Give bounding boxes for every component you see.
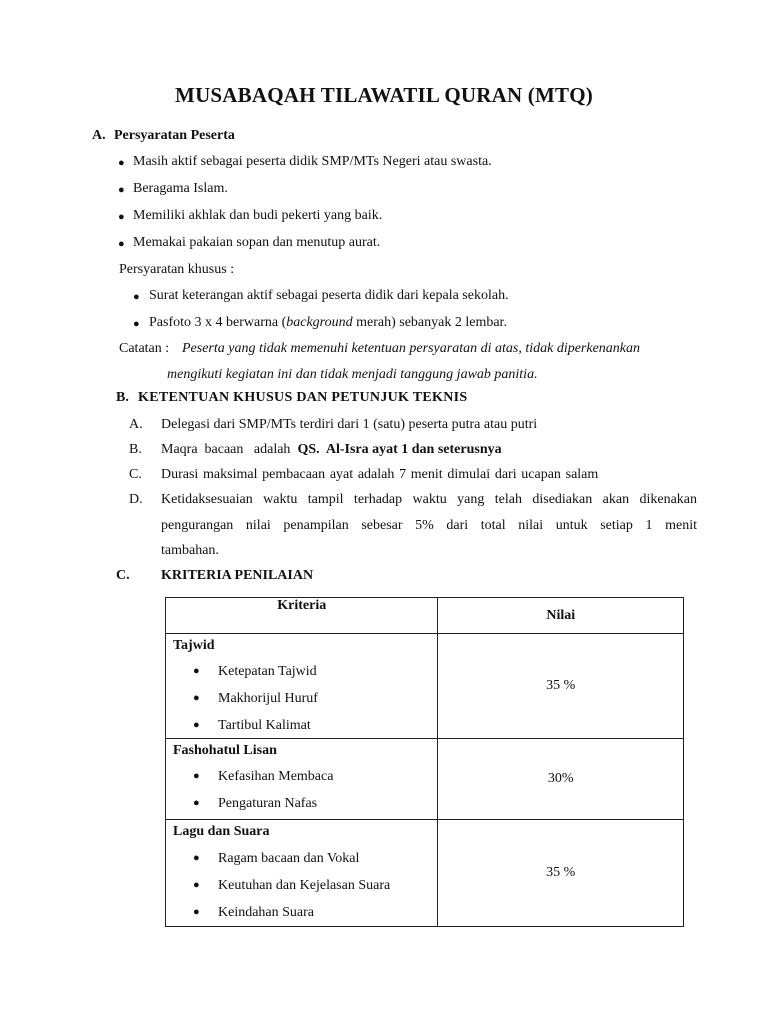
bullet-icon: ●: [118, 211, 125, 223]
list-item-line: pengurangan nilai penampilan sebesar 5% dari total nilai untuk setiap 1 menit: [161, 518, 697, 533]
photo-req-post: merah) sebanyak 2 lembar.: [352, 315, 507, 330]
criteria-item: Keindahan Suara: [218, 905, 315, 920]
bullet-icon: ●: [133, 291, 140, 303]
section-a-label: A.: [92, 128, 106, 143]
bullet-icon: ●: [193, 852, 200, 864]
special-requirement-item: Surat keterangan aktif sebagai peserta didik dari kepala sekolah.: [149, 288, 509, 303]
requirement-item: Memakai pakaian sopan dan menutup aurat.: [133, 235, 381, 250]
section-b-label: B.: [116, 390, 129, 405]
table-row: [166, 739, 684, 820]
criteria-item: Keutuhan dan Kejelasan Suara: [218, 878, 391, 893]
section-b-heading: KETENTUAN KHUSUS DAN PETUNJUK TEKNIS: [138, 390, 468, 405]
criteria-cell: [166, 634, 437, 738]
bullet-icon: ●: [193, 692, 200, 704]
photo-req-pre: Pasfoto 3 x 4 berwarna (: [149, 315, 287, 330]
requirement-item: Masih aktif sebagai peserta didik SMP/MTs Negeri atau swasta.: [133, 154, 492, 169]
bullet-icon: ●: [193, 719, 200, 731]
bullet-icon: ●: [193, 770, 200, 782]
criteria-item: Pengaturan Nafas: [218, 796, 318, 811]
criteria-cell: [166, 739, 437, 819]
list-letter: B.: [129, 442, 142, 457]
page-title: MUSABAQAH TILAWATIL QURAN (MTQ): [175, 83, 593, 107]
list-letter: A.: [129, 417, 143, 432]
requirement-item: Beragama Islam.: [133, 181, 228, 196]
criteria-value: 35 %: [438, 820, 684, 927]
bullet-icon: ●: [193, 906, 200, 918]
bullet-icon: ●: [118, 157, 125, 169]
bullet-icon: ●: [118, 184, 125, 196]
criteria-item: Tartibul Kalimat: [218, 718, 311, 733]
criteria-value: 35 %: [438, 634, 684, 739]
criteria-category: Fashohatul Lisan: [173, 743, 277, 758]
photo-req-italic: background: [286, 315, 353, 330]
list-letter: C.: [129, 467, 142, 482]
criteria-item: Kefasihan Membaca: [218, 769, 334, 784]
criteria-cell: [166, 820, 437, 926]
list-item: Durasi maksimal pembacaan ayat adalah 7 menit dimulai dari ucapan salam: [161, 467, 599, 482]
special-requirement-item: [149, 314, 507, 332]
section-a-heading: Persyaratan Peserta: [114, 128, 235, 143]
criteria-value: 30%: [438, 739, 684, 820]
criteria-item: Ketepatan Tajwid: [218, 664, 317, 679]
maqra-bold: QS. Al-Isra ayat 1 dan seterusnya: [297, 442, 502, 457]
bullet-icon: ●: [118, 238, 125, 250]
table-row: [166, 820, 684, 927]
criteria-item: Makhorijul Huruf: [218, 691, 318, 706]
criteria-category: Lagu dan Suara: [173, 824, 270, 839]
note-label: Catatan :: [119, 341, 170, 356]
section-c-label: C.: [116, 568, 130, 583]
bullet-icon: ●: [193, 797, 200, 809]
list-item: [161, 441, 502, 459]
bullet-icon: ●: [193, 879, 200, 891]
list-item-line: tambahan.: [161, 543, 219, 558]
bullet-icon: ●: [133, 318, 140, 330]
special-requirements-label: Persyaratan khusus :: [119, 262, 235, 277]
list-letter: D.: [129, 492, 143, 507]
header-kriteria: Kriteria: [166, 598, 438, 634]
header-nilai: Nilai: [438, 598, 684, 634]
note-text-line1: Peserta yang tidak memenuhi ketentuan persyaratan di atas, tidak diperkenankan: [182, 341, 641, 356]
criteria-table: [165, 597, 684, 927]
criteria-item: Ragam bacaan dan Vokal: [218, 851, 360, 866]
table-row: [166, 634, 684, 739]
table-header-row: [166, 598, 684, 634]
list-item-line: Ketidaksesuaian waktu tampil terhadap waktu yang telah disediakan akan dikenakan: [161, 492, 697, 507]
list-item: Delegasi dari SMP/MTs terdiri dari 1 (satu) peserta putra atau putri: [161, 417, 538, 432]
requirement-item: Memiliki akhlak dan budi pekerti yang baik.: [133, 208, 383, 223]
criteria-category: Tajwid: [173, 638, 215, 653]
bullet-icon: ●: [193, 665, 200, 677]
maqra-pre: Maqra bacaan adalah: [161, 442, 298, 457]
note-text-line2: mengikuti kegiatan ini dan tidak menjadi tanggung jawab panitia.: [167, 367, 538, 382]
section-c-heading: KRITERIA PENILAIAN: [161, 568, 314, 583]
